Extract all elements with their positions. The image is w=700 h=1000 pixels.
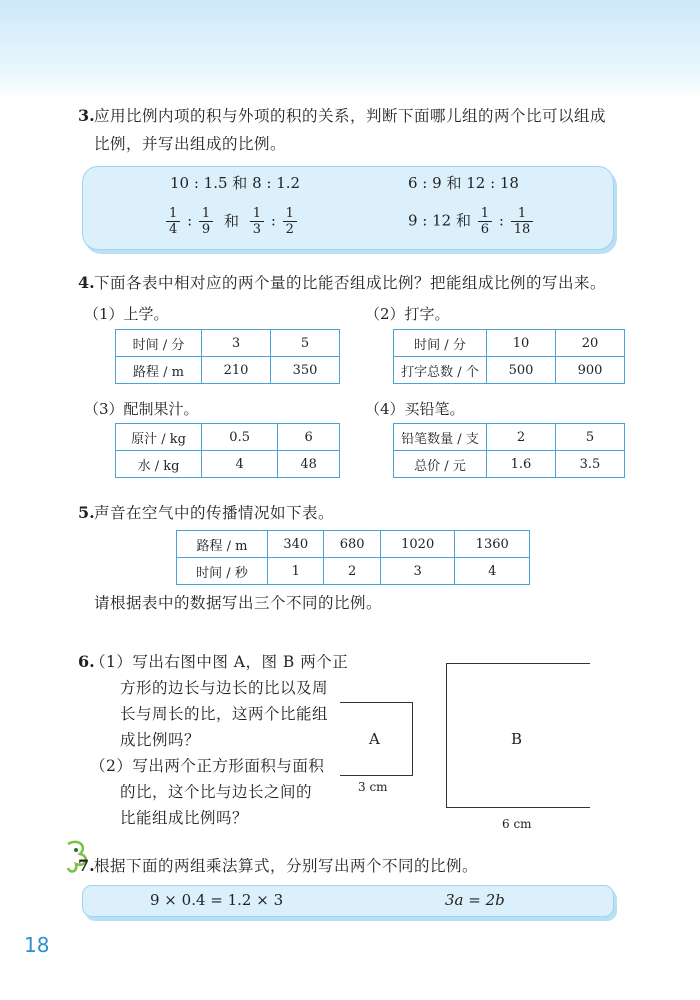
q7-equation1: 9 × 0.4 = 1.2 × 3 xyxy=(150,891,284,909)
table-cell: 3.5 xyxy=(556,451,625,478)
table-cell: 210 xyxy=(202,357,271,384)
table-cell: 原汁 / kg xyxy=(116,424,202,451)
q7-equation2: 3a = 2b xyxy=(445,891,505,909)
q4-table3-title: （3）配制果汁。 xyxy=(84,400,199,418)
q3-item1: 10 : 1.5 和 8 : 1.2 xyxy=(170,174,301,192)
table-cell: 20 xyxy=(556,330,625,357)
table-cell: 路程 / m xyxy=(177,531,268,558)
table-row xyxy=(394,451,625,478)
q5-table xyxy=(176,530,530,585)
q6-part2-line1: （2）写出两个正方形面积与面积 xyxy=(90,757,325,775)
table-cell: 1 xyxy=(268,558,324,585)
table-cell: 4 xyxy=(202,451,278,478)
q4-table1-title: （1）上学。 xyxy=(84,305,169,323)
q3-item4: 9 : 12 和 $\frac{1}{6}$ : $\frac{1}{18}$ xyxy=(408,206,535,237)
q3-text-line1: 应用比例内项的积与外项的积的关系，判断下面哪儿组的两个比可以组成 xyxy=(94,107,607,125)
q5-number: 5. xyxy=(78,503,95,522)
q4-table4-title: （4）买铅笔。 xyxy=(365,400,465,418)
q6-part2-line3: 比能组成比例吗？ xyxy=(120,809,249,827)
table-cell: 680 xyxy=(324,531,380,558)
table-cell: 打字总数 / 个 xyxy=(394,357,487,384)
table-row xyxy=(116,451,340,478)
q3-item3: $\frac{1}{4}$ : $\frac{1}{9}$ 和 $\frac{1}{3}$ : $\frac{1}{2}$ xyxy=(164,206,299,237)
table-cell: 5 xyxy=(271,330,340,357)
table-cell: 3 xyxy=(202,330,271,357)
q4-text: 下面各表中相对应的两个量的比能否组成比例？把能组成比例的写出来。 xyxy=(94,274,607,292)
table-row xyxy=(116,424,340,451)
table-cell: 0.5 xyxy=(202,424,278,451)
table-cell: 2 xyxy=(324,558,380,585)
table-row xyxy=(116,330,340,357)
table-cell: 350 xyxy=(271,357,340,384)
table-row xyxy=(177,531,530,558)
q6-part1-line1: （1）写出右图中图 A，图 B 两个正 xyxy=(90,653,349,671)
table-row xyxy=(116,357,340,384)
q4-table3 xyxy=(115,423,340,478)
q3-text-line2: 比例，并写出组成的比例。 xyxy=(94,135,287,153)
q4-table2 xyxy=(393,329,625,384)
q7-number: 7. xyxy=(78,856,95,875)
table-row xyxy=(394,357,625,384)
table-cell: 6 xyxy=(278,424,340,451)
table-cell: 2 xyxy=(487,424,556,451)
table-cell: 铅笔数量 / 支 xyxy=(394,424,487,451)
table-row xyxy=(177,558,530,585)
q4-table1 xyxy=(115,329,340,384)
q4-table4 xyxy=(393,423,625,478)
square-b-dimension: 6 cm xyxy=(502,817,532,831)
table-cell: 路程 / m xyxy=(116,357,202,384)
table-row xyxy=(394,330,625,357)
q6-number: 6. xyxy=(78,652,95,671)
table-cell: 10 xyxy=(487,330,556,357)
table-cell: 1.6 xyxy=(487,451,556,478)
q6-part1-line2: 方形的边长与边长的比以及周 xyxy=(120,679,329,697)
table-cell: 4 xyxy=(455,558,530,585)
table-cell: 时间 / 分 xyxy=(116,330,202,357)
table-cell: 总价 / 元 xyxy=(394,451,487,478)
table-cell: 1360 xyxy=(455,531,530,558)
q4-number: 4. xyxy=(78,273,95,292)
q3-item2: 6 : 9 和 12 : 18 xyxy=(408,174,519,192)
table-row xyxy=(394,424,625,451)
q6-part1-line3: 长与周长的比，这两个比能组 xyxy=(120,705,329,723)
table-cell: 时间 / 秒 xyxy=(177,558,268,585)
table-cell: 500 xyxy=(487,357,556,384)
q5-text: 声音在空气中的传播情况如下表。 xyxy=(94,504,335,522)
table-cell: 900 xyxy=(556,357,625,384)
table-cell: 5 xyxy=(556,424,625,451)
q4-table2-title: （2）打字。 xyxy=(365,305,450,323)
square-b-label: B xyxy=(511,730,523,748)
q5-after-text: 请根据表中的数据写出三个不同的比例。 xyxy=(94,594,383,612)
page-number: 18 xyxy=(24,933,50,957)
table-cell: 48 xyxy=(278,451,340,478)
table-cell: 3 xyxy=(380,558,455,585)
square-a-dimension: 3 cm xyxy=(358,780,388,794)
q3-number: 3. xyxy=(78,106,95,125)
top-banner xyxy=(0,0,700,100)
table-cell: 时间 / 分 xyxy=(394,330,487,357)
table-cell: 水 / kg xyxy=(116,451,202,478)
square-a-label: A xyxy=(369,730,380,748)
q6-part2-line2: 的比，这个比与边长之间的 xyxy=(120,783,313,801)
q6-part1-line4: 成比例吗？ xyxy=(120,731,201,749)
q7-text: 根据下面的两组乘法算式，分别写出两个不同的比例。 xyxy=(94,857,479,875)
table-cell: 1020 xyxy=(380,531,455,558)
table-cell: 340 xyxy=(268,531,324,558)
